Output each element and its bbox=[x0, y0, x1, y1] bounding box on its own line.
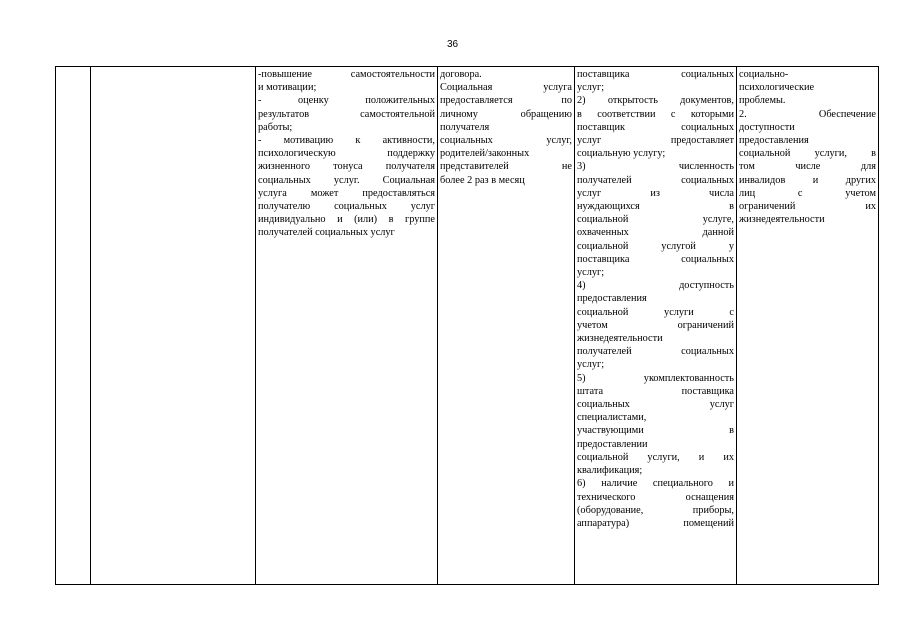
cell-text-line: нуждающихся в bbox=[577, 201, 734, 213]
cell-text-line: (оборудование, приборы, bbox=[577, 504, 734, 516]
cell-text-line: жизненного тонуса получателя bbox=[258, 161, 435, 173]
col-service-content bbox=[256, 67, 438, 585]
cell-text-line: социальной услуги, и их bbox=[577, 451, 734, 463]
cell-text-line: услуг; bbox=[577, 359, 605, 371]
cell-text-line: 6) наличие специального и bbox=[577, 478, 734, 490]
cell-text-line: услуга может предоставляться bbox=[258, 187, 435, 199]
cell-text-line: социальной услуги, в bbox=[739, 148, 876, 160]
cell-text-line: услуг; bbox=[577, 82, 605, 94]
cell-text-line: и мотивации; bbox=[258, 82, 317, 94]
cell-text-line: получателей социальных bbox=[577, 174, 734, 186]
cell-text-line: получателю социальных услуг bbox=[258, 201, 435, 213]
cell-text-line: 4) доступность bbox=[577, 280, 734, 292]
cell-text-line: получателей социальных bbox=[577, 346, 734, 358]
cell-text-line: поставщика социальных bbox=[577, 253, 734, 265]
cell-text-line: личному обращению bbox=[440, 108, 572, 120]
cell-text-line: социально- bbox=[739, 69, 789, 80]
cell-text-line: аппаратура) помещений bbox=[577, 517, 734, 529]
col-empty-2 bbox=[91, 67, 256, 585]
page-number: 36 bbox=[446, 39, 459, 50]
cell-text-line: доступности bbox=[739, 121, 795, 133]
cell-text-line: поставщик социальных bbox=[577, 121, 734, 133]
cell-text-line: лиц с учетом bbox=[739, 187, 876, 199]
col-quality-indicators bbox=[575, 67, 737, 585]
col-evaluation-conditions bbox=[737, 67, 879, 585]
cell-text-line: -повышение самостоятельности bbox=[258, 69, 435, 80]
cell-text-line: индивидуально и (или) в группе bbox=[258, 214, 435, 226]
cell-text-line: социальных услуг, bbox=[440, 135, 572, 147]
cell-text-line: психологическую поддержку bbox=[258, 148, 435, 160]
cell-text-line: квалификация; bbox=[577, 465, 643, 477]
cell-text-line: результатов самостоятельной bbox=[258, 108, 435, 120]
cell-text-line: технического оснащения bbox=[577, 491, 734, 503]
cell-text-line: более 2 раз в месяц bbox=[440, 174, 525, 186]
cell-text-line: предоставлении bbox=[577, 438, 648, 450]
cell-text-line: социальных услуг. Социальная bbox=[258, 174, 435, 186]
cell-text-line: социальных услуг bbox=[577, 399, 734, 411]
cell-text-line: - оценку положительных bbox=[258, 95, 435, 107]
cell-text-line: родителей/законных bbox=[440, 148, 530, 160]
cell-text-line: получателя bbox=[440, 121, 490, 133]
cell-text-line: договора. bbox=[440, 69, 482, 80]
cell-text-line: ограничений их bbox=[739, 201, 876, 213]
col-service-terms bbox=[438, 67, 575, 585]
table-row bbox=[56, 67, 879, 585]
cell-text-line: в соответствии с которыми bbox=[577, 108, 734, 120]
cell-text-line: специалистами, bbox=[577, 412, 647, 424]
cell-text-line: 2. Обеспечение bbox=[739, 108, 876, 120]
cell-text-line: участвующими в bbox=[577, 425, 734, 437]
cell-text-line: жизнедеятельности bbox=[739, 214, 825, 226]
col-empty-1 bbox=[56, 67, 91, 585]
cell-text-line: Социальная услуга bbox=[440, 82, 572, 94]
cell-text-line: штата поставщика bbox=[577, 385, 734, 397]
cell-text-line: предоставляется по bbox=[440, 95, 572, 107]
cell-text-line: 5) укомплектованность bbox=[577, 372, 734, 384]
cell-text-line: социальной услуге, bbox=[577, 214, 734, 226]
cell-text-line: - мотивацию к активности, bbox=[258, 135, 435, 147]
cell-text-line: 2) открытость документов, bbox=[577, 95, 734, 107]
cell-text-line: предоставления bbox=[577, 293, 647, 305]
cell-text-line: том числе для bbox=[739, 161, 876, 173]
document-table bbox=[55, 66, 879, 585]
cell-text-line: предоставления bbox=[739, 135, 809, 147]
cell-text-line: социальной услуги с bbox=[577, 306, 734, 318]
cell-text-line: получателей социальных услуг bbox=[258, 227, 395, 239]
cell-text-line: услуг; bbox=[577, 267, 605, 279]
cell-text-line: социальной услугой у bbox=[577, 240, 734, 252]
cell-text-line: работы; bbox=[258, 121, 293, 133]
cell-text-line: 3) численность bbox=[577, 161, 734, 173]
cell-text-line: поставщика социальных bbox=[577, 69, 734, 80]
cell-text-line: психологические bbox=[739, 82, 815, 94]
cell-text-line: охваченных данной bbox=[577, 227, 734, 239]
cell-text-line: проблемы. bbox=[739, 95, 786, 107]
cell-text-line: социальную услугу; bbox=[577, 148, 666, 160]
cell-text-line: инвалидов и других bbox=[739, 174, 876, 186]
cell-text-line: услуг предоставляет bbox=[577, 135, 734, 147]
cell-text-line: учетом ограничений bbox=[577, 319, 734, 331]
cell-text-line: представителей не bbox=[440, 161, 572, 173]
cell-text-line: жизнедеятельности bbox=[577, 333, 663, 345]
cell-text-line: услуг из числа bbox=[577, 187, 734, 199]
